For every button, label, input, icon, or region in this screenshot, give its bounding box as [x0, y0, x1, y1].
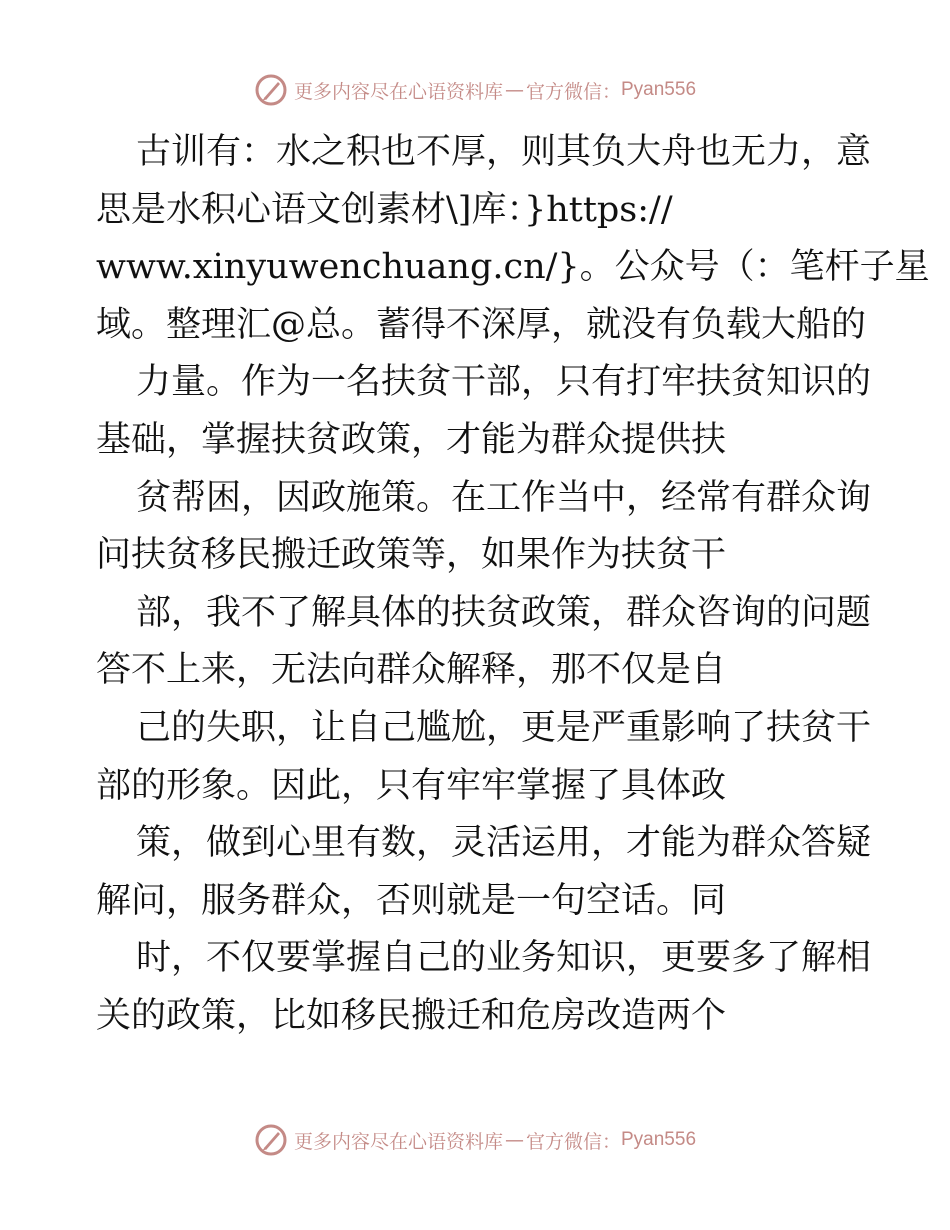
quill-pen-logo-icon	[254, 1123, 288, 1157]
body-line: 部，我不了解具体的扶贫政策，群众咨询的问题	[136, 592, 872, 633]
watermark-header	[0, 70, 950, 110]
body-line: 时，不仅要掌握自己的业务知识，更要多了解相	[136, 938, 872, 979]
watermark-handle: Pyan556	[621, 1129, 697, 1150]
body-line: 策，做到心里有数，灵活运用，才能为群众答疑	[136, 823, 872, 864]
watermark-label: 官方微信：	[525, 80, 621, 103]
body-line: 域。整理汇@总。蓄得不深厚，就没有负载大船的	[96, 304, 867, 345]
watermark-text: 更多内容尽在心语资料库	[293, 1130, 503, 1153]
body-line: 力量。作为一名扶贫干部，只有打牢扶贫知识的	[136, 362, 872, 403]
body-line: 基础，掌握扶贫政策，才能为群众提供扶	[96, 419, 727, 460]
body-line: 己的失职，让自己尴尬，更是严重影响了扶贫干	[136, 707, 872, 748]
body-line: 关的政策，比如移民搬迁和危房改造两个	[96, 995, 727, 1036]
quill-pen-logo-icon	[254, 73, 288, 107]
body-line: 解问，服务群众，否则就是一句空话。同	[96, 880, 727, 921]
body-line: www.xinyuwenchuang.cn/}。公众号（：笔杆子星	[96, 247, 930, 288]
body-line: 思是水积心语文创素材\]库：}https://	[96, 189, 673, 230]
watermark-handle: Pyan556	[621, 79, 697, 100]
body-line: 问扶贫移民搬迁政策等，如果作为扶贫干	[96, 535, 727, 576]
watermark-separator: —	[504, 79, 524, 101]
body-line: 答不上来，无法向群众解释，那不仅是自	[96, 650, 727, 691]
document-body	[96, 124, 930, 1046]
watermark-text: 更多内容尽在心语资料库	[293, 80, 503, 103]
body-line: 贫帮困，因政施策。在工作当中，经常有群众询	[136, 477, 872, 518]
body-line: 古训有：水之积也不厚，则其负大舟也无力，意	[136, 132, 872, 172]
watermark-label: 官方微信：	[525, 1130, 621, 1153]
watermark-separator: —	[504, 1129, 524, 1151]
watermark-footer	[0, 1120, 950, 1160]
body-line: 部的形象。因此，只有牢牢掌握了具体政	[96, 765, 727, 806]
